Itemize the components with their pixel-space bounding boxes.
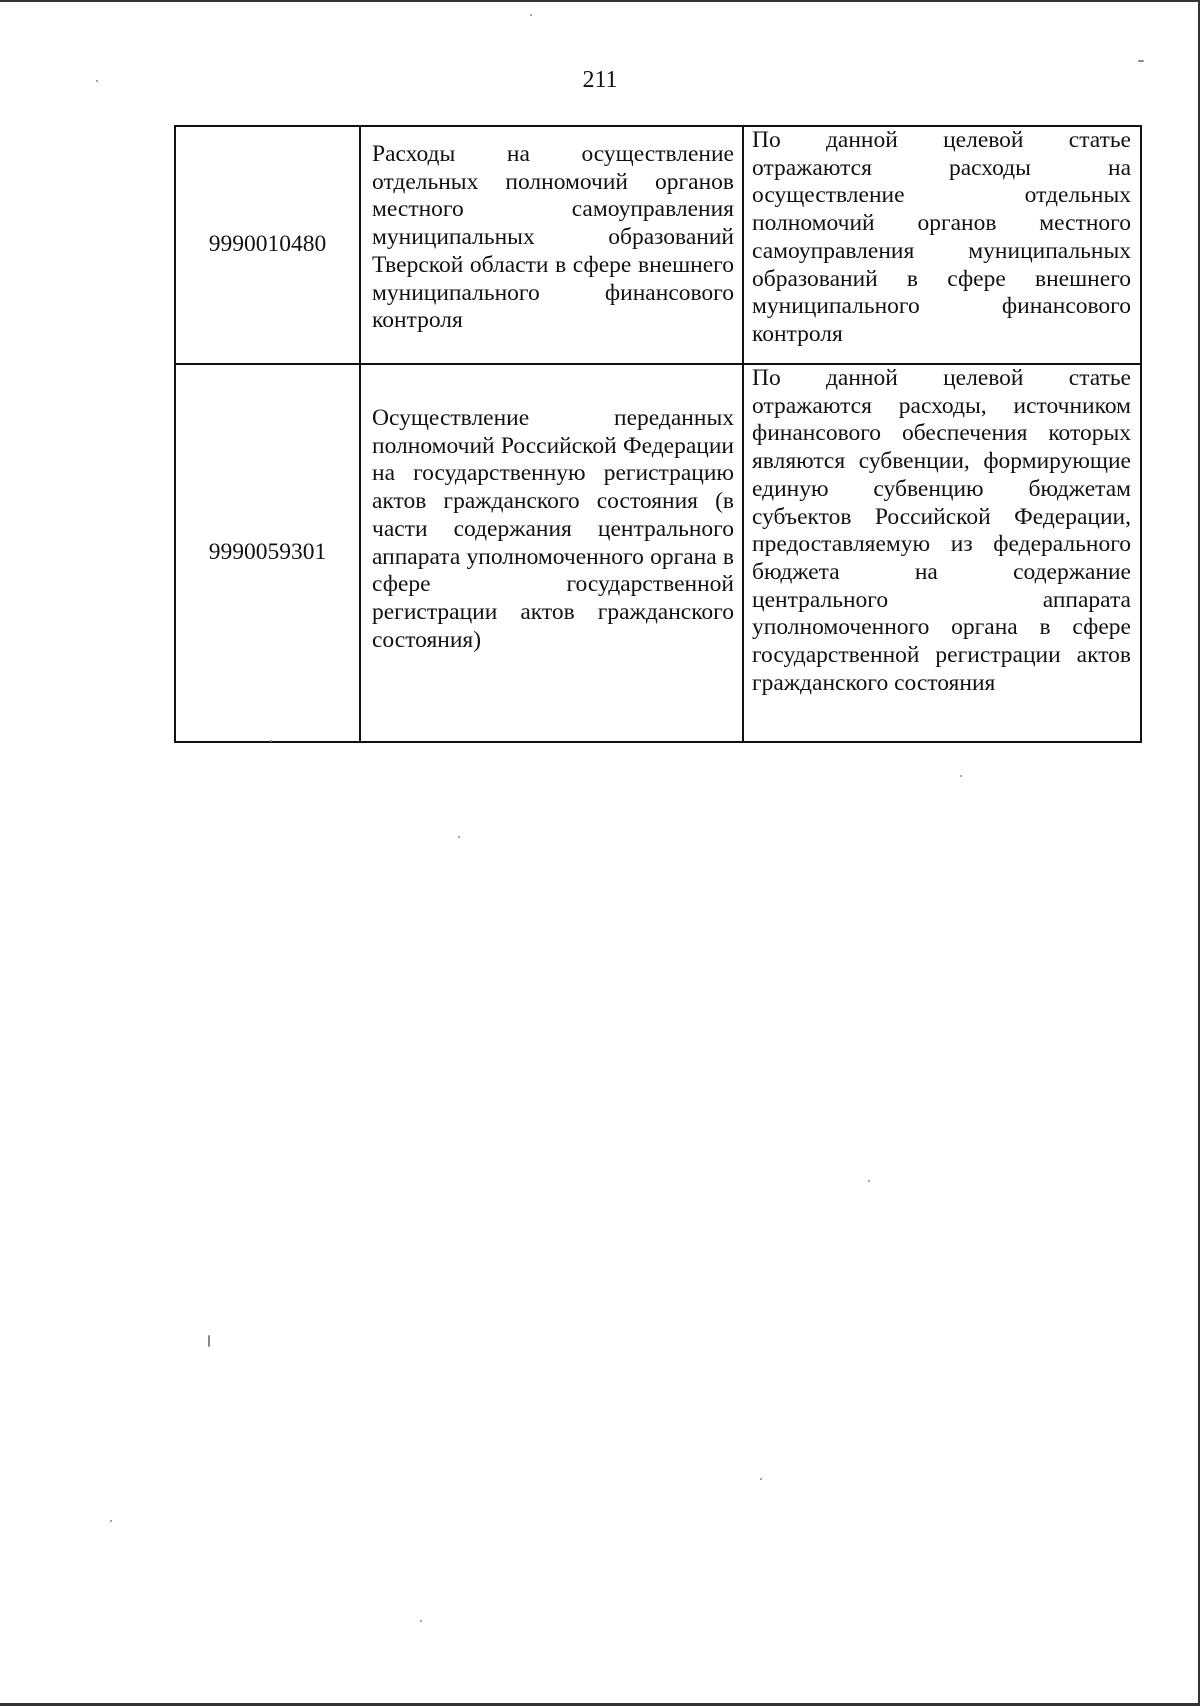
scan-speck: [1138, 60, 1144, 62]
scan-edge-top: [0, 0, 1200, 2]
scan-speck: [458, 836, 460, 838]
scan-speck: [96, 80, 98, 82]
page-number: 211: [582, 67, 618, 93]
table-row: [175, 364, 1141, 742]
scan-speck: [960, 775, 962, 777]
scan-speck: [760, 1478, 762, 1480]
scan-speck: [530, 14, 532, 16]
scan-speck: [208, 1335, 210, 1347]
name-cell: Расходы на осуществление отдельных полномочий органов местного самоуправления муниципальных образований Тверской области в сфере внешнего муниципального финансового контроля: [360, 126, 743, 364]
scan-speck: [420, 1620, 422, 1622]
description-cell: По данной целевой статье отражаются расходы, источником финансового обеспечения которых являются субвенции, формирующие единую субвенцию бюджетам субъектов Российской Федерации, предоставляемую из федерального бюджета на содержание центрального аппарата уполномоченного органа в сфере государственной регистрации актов гражданского состояния: [743, 364, 1141, 742]
budget-classification-table: [174, 125, 1142, 743]
target-article-code: 9990059301: [208, 539, 327, 566]
code-cell: [175, 364, 360, 742]
description-cell: По данной целевой статье отражаются расходы на осуществление отдельных полномочий органов местного самоуправления муниципальных образований в сфере внешнего муниципального финансового контроля: [743, 126, 1141, 364]
code-cell: [175, 126, 360, 364]
target-article-code: 9990010480: [208, 231, 327, 258]
table-row: [175, 126, 1141, 364]
scan-speck: [868, 1180, 870, 1182]
scan-speck: [270, 740, 272, 742]
name-cell: Осуществление переданных полномочий Российской Федерации на государственную регистрацию актов гражданского состояния (в части содержания центрального аппарата уполномоченного органа в сфере государственной регистрации актов гражданского состояния): [360, 364, 743, 742]
scan-speck: [110, 1520, 112, 1522]
